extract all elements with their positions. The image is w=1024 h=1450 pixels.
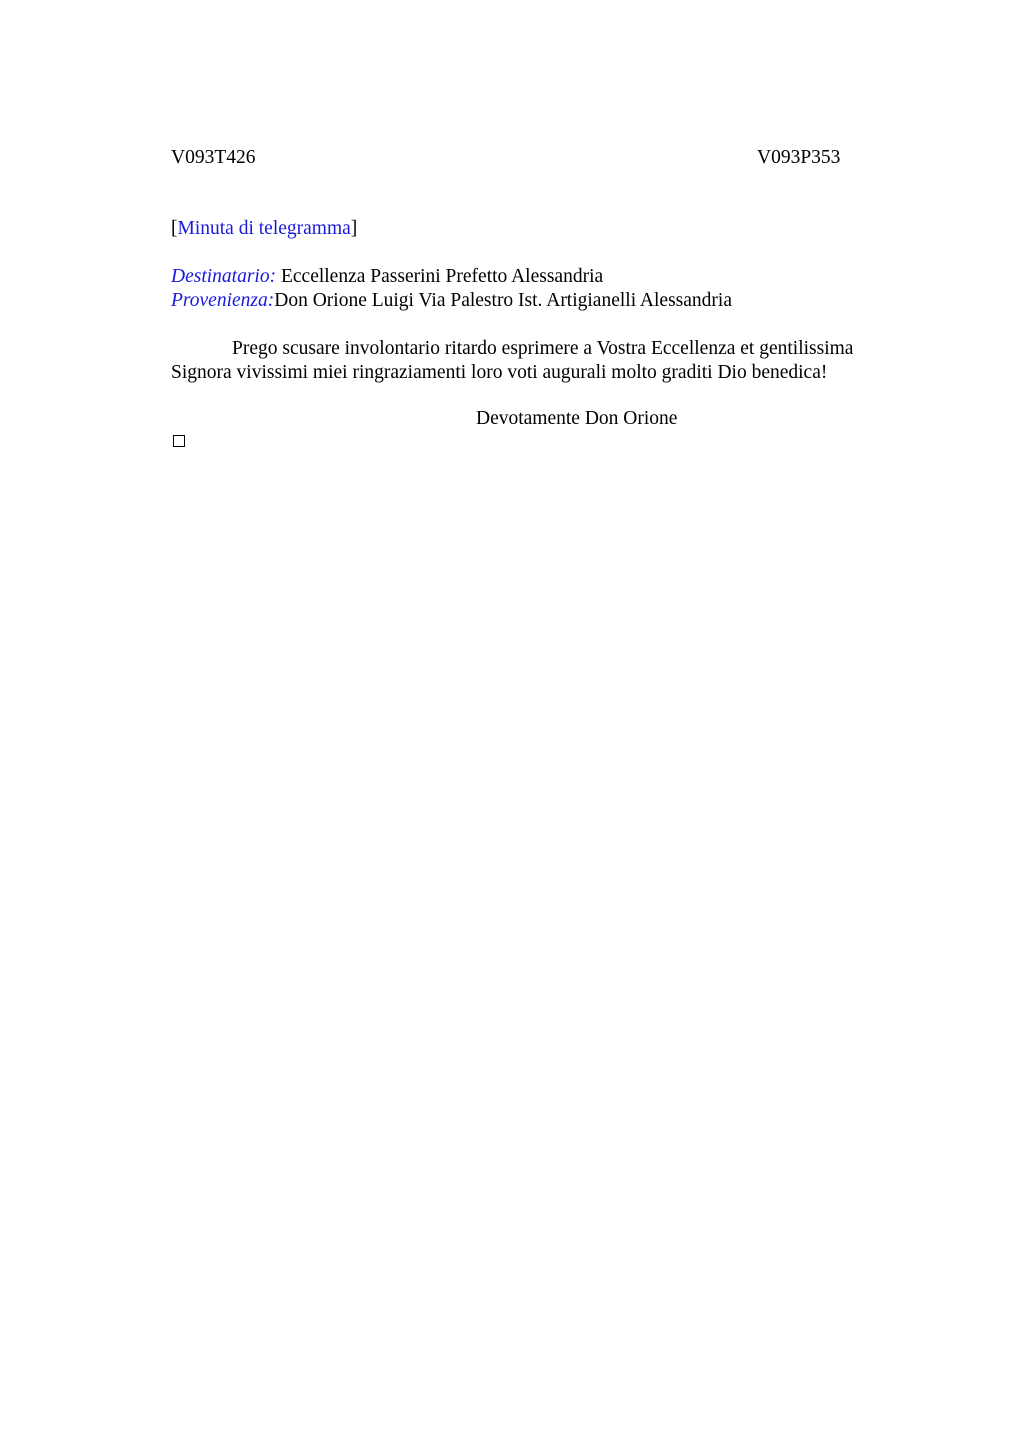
provenienza-value: Don Orione Luigi Via Palestro Ist. Artigianelli Alessandria [274,290,732,311]
provenienza-label: Provenienza: [171,290,275,311]
document-code-left: V093T426 [171,147,256,168]
document-code-right: V093P353 [757,147,841,168]
document-type-heading [171,217,357,241]
signature: Devotamente Don Orione [476,408,678,429]
open-bracket: [ [171,218,178,239]
close-bracket: ] [350,218,358,239]
square-outline-icon [173,435,185,447]
destinatario-value: Eccellenza Passerini Prefetto Alessandria [276,266,604,287]
document-type-label: Minuta di telegramma [177,218,351,239]
provenienza-line [171,289,732,313]
destinatario-label: Destinatario: [171,266,277,287]
destinatario-line [171,265,603,289]
telegram-body: Prego scusare involontario ritardo esprimere a Vostra Eccellenza et gentilissima Signora vivissimi miei ringraziamenti loro voti augurali molto graditi Dio benedica! [171,338,854,383]
